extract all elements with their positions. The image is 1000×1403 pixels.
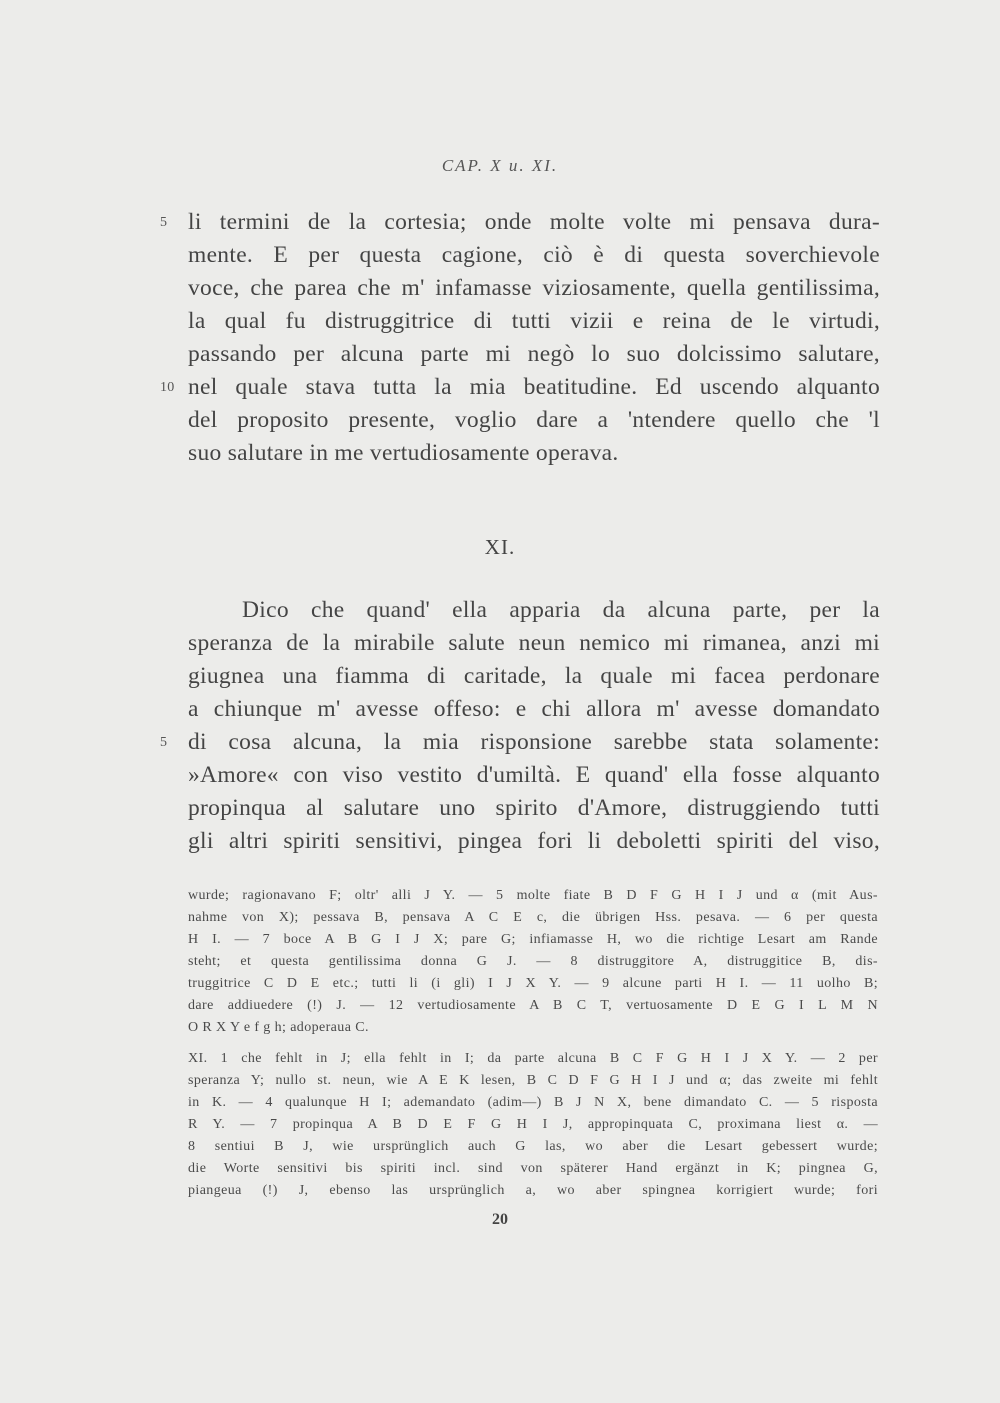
line-text: »Amore« con viso vestito d'umiltà. E quand' ella fosse alquanto [188,762,880,788]
text-line [188,693,880,726]
note-line: 8 sentiui B J, wie ursprünglich auch G las, wo aber die Lesart gebessert wurde; [188,1139,878,1154]
line-text: li termini de la cortesia; onde molte volte mi pensava dura- [188,209,880,235]
line-text: speranza de la mirabile salute neun nemico mi rimanea, anzi mi [188,630,880,656]
text-line [160,726,880,759]
note-line: H I. — 7 boce A B G I J X; pare G; infiamasse H, wo die richtige Lesart am Rande [188,932,878,947]
text-line [188,239,880,272]
note-line: piangeua (!) J, ebenso las ursprünglich a, wo aber spingnea korrigiert wurde; fori [188,1183,878,1198]
note-line: die Worte sensitivi bis spiriti incl. sind von späterer Hand ergänzt in K; pingnea G, [188,1161,878,1176]
text-line [188,272,880,305]
text-line [188,792,880,825]
line-text: del proposito presente, voglio dare a 'ntendere quello che 'l [188,407,880,433]
text-line [188,305,880,338]
text-line [160,371,880,404]
line-text: mente. E per questa cagione, ciò è di questa soverchievole [188,242,880,268]
line-text: di cosa alcuna, la mia risponsione sarebbe stata solamente: [188,729,880,755]
text-line [188,437,880,470]
text-line [242,594,880,627]
note-line: truggitrice C D E etc.; tutti li (i gli) I J X Y. — 9 alcune parti H I. — 11 uolho B; [188,976,878,991]
line-number: 10 [160,380,175,395]
note-line: R Y. — 7 propinqua A B D E F G H I J, appropinquata C, proximana liest α. — [188,1117,878,1132]
note-line: dare addiuedere (!) J. — 12 vertudiosamente A B C T, vertuosamente D E G I L M N [188,998,878,1013]
note-line: in K. — 4 qualunque H I; ademandato (adim—) B J N X, bene dimandato C. — 5 risposta [188,1095,878,1110]
page-number: 20 [492,1211,508,1228]
note-line: XI. 1 che fehlt in J; ella fehlt in I; da parte alcuna B C F G H I J X Y. — 2 per [188,1051,878,1066]
text-line [188,825,880,858]
line-text: suo salutare in me vertudiosamente operava. [188,440,619,466]
text-line [188,627,880,660]
line-text: giugnea una fiamma di caritade, la quale mi facea perdonare [188,663,880,689]
line-text: passando per alcuna parte mi negò lo suo dolcissimo salutare, [188,341,880,367]
line-text: la qual fu distruggitrice di tutti vizii e reina de le virtudi, [188,308,880,334]
text-line [188,759,880,792]
line-text: propinqua al salutare uno spirito d'Amore, distruggiendo tutti [188,795,880,821]
text-line [160,206,880,239]
note-line: O R X Y e f g h; adoperaua C. [188,1020,369,1035]
note-line: nahme von X); pessava B, pensava A C E c, die übrigen Hss. pesava. — 6 per questa [188,910,878,925]
note-line: steht; et questa gentilissima donna G J. — 8 distruggitore A, distruggitice B, dis- [188,954,878,969]
note-line: speranza Y; nullo st. neun, wie A E K lesen, B C D F G H I J und α; das zweite mi fehlt [188,1073,878,1088]
line-text: a chiunque m' avesse offeso: e chi allora m' avesse domandato [188,696,880,722]
line-text: gli altri spiriti sensitivi, pingea fori li deboletti spiriti del viso, [188,828,880,854]
running-header: CAP. X u. XI. [441,156,559,175]
line-number: 5 [160,215,168,230]
section-title: XI. [484,535,516,559]
line-text: Dico che quand' ella apparia da alcuna parte, per la [242,597,880,623]
text-line [188,404,880,437]
text-line [188,660,880,693]
line-number: 5 [160,735,168,750]
line-text: nel quale stava tutta la mia beatitudine. Ed uscendo alquanto [188,374,880,400]
text-line [188,338,880,371]
note-line: wurde; ragionavano F; oltr' alli J Y. — 5 molte fiate B D F G H I J und α (mit Aus- [188,888,878,903]
line-text: voce, che parea che m' infamasse viziosamente, quella gentilissima, [188,275,880,301]
